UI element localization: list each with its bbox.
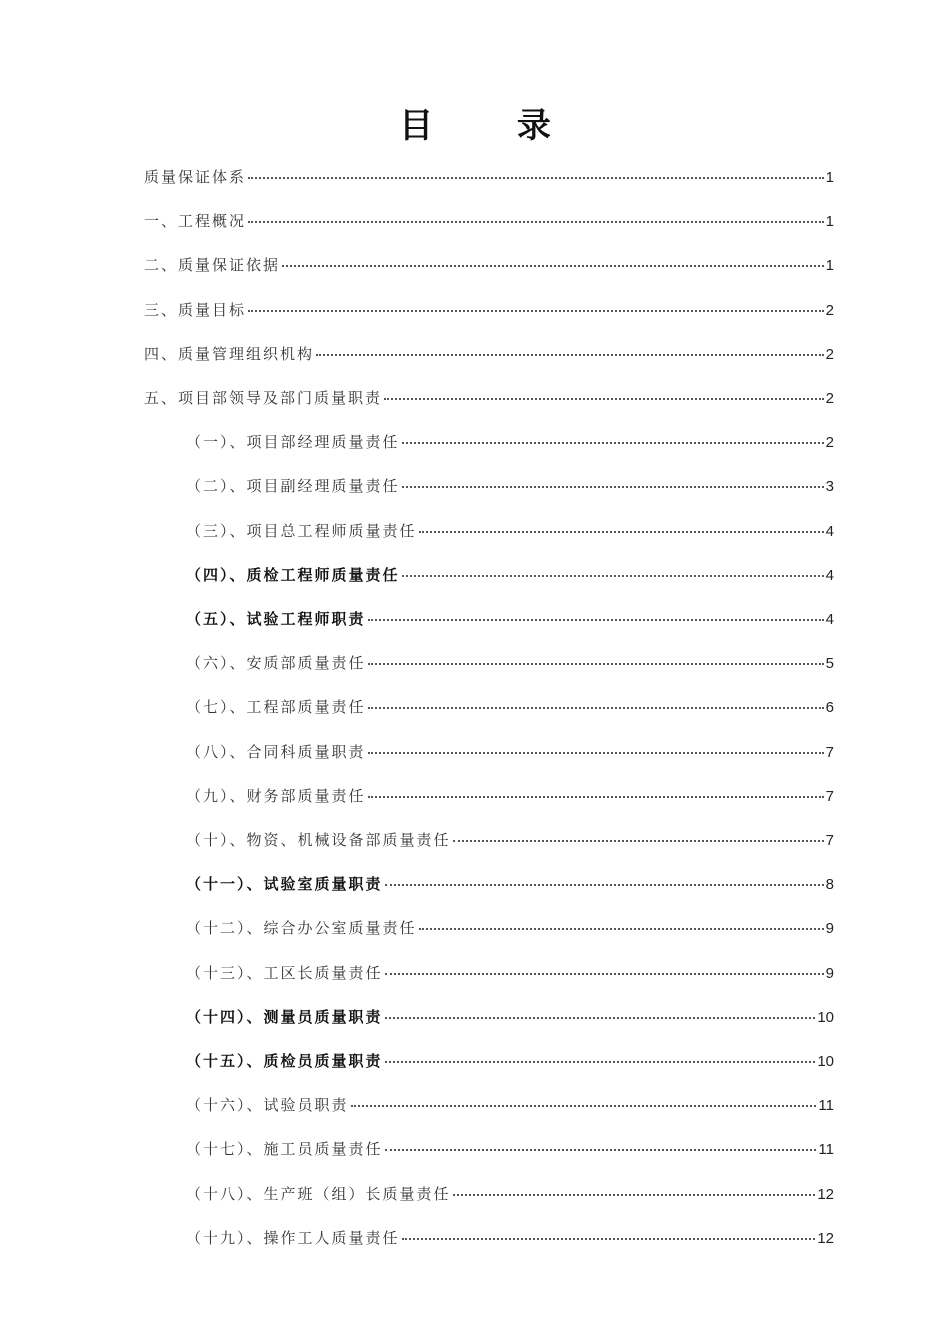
dot-leader bbox=[385, 973, 824, 975]
toc-entry-page-number: 9 bbox=[825, 920, 834, 938]
toc-entry-page-number: 2 bbox=[825, 301, 834, 319]
toc-entry[interactable] bbox=[144, 299, 834, 325]
dot-leader bbox=[385, 1017, 816, 1019]
toc-entry[interactable] bbox=[186, 1227, 834, 1253]
toc-entry-label: （十）、物资、机械设备部质量责任 bbox=[186, 831, 451, 849]
toc-entry-page-number: 8 bbox=[825, 876, 834, 894]
toc-entry-page-number: 2 bbox=[825, 390, 834, 407]
dot-leader bbox=[248, 310, 824, 312]
toc-entry[interactable] bbox=[144, 210, 834, 236]
toc-entry-label: （八）、合同科质量职责 bbox=[186, 742, 366, 761]
dot-leader bbox=[248, 177, 824, 179]
toc-entry[interactable] bbox=[186, 1183, 834, 1209]
toc-entry[interactable] bbox=[186, 917, 834, 943]
toc-entry-label: （四）、质检工程师质量责任 bbox=[186, 565, 400, 584]
toc-entry[interactable] bbox=[186, 741, 834, 767]
toc-entry[interactable] bbox=[186, 475, 834, 501]
toc-entry[interactable] bbox=[186, 1050, 834, 1076]
toc-entry[interactable] bbox=[144, 254, 834, 280]
toc-entry-label: （九）、财务部质量责任 bbox=[186, 786, 366, 805]
toc-entry[interactable] bbox=[144, 343, 834, 369]
toc-entry-label: （三）、项目总工程师质量责任 bbox=[186, 521, 417, 540]
toc-entry[interactable] bbox=[186, 873, 834, 899]
toc-entry[interactable] bbox=[186, 564, 834, 590]
toc-entry-label: 质量保证体系 bbox=[144, 168, 247, 186]
toc-entry-page-number: 12 bbox=[817, 1229, 834, 1247]
toc-entry-page-number: 10 bbox=[817, 1008, 834, 1026]
toc-entry-label: （十二）、综合办公室质量责任 bbox=[186, 919, 417, 938]
toc-entry-label: （五）、试验工程师职责 bbox=[186, 610, 366, 628]
toc-entry-label: 二、质量保证依据 bbox=[144, 256, 281, 275]
toc-entry[interactable] bbox=[186, 652, 834, 678]
dot-leader bbox=[368, 663, 824, 665]
toc-entry-page-number: 11 bbox=[818, 1141, 834, 1159]
toc-entry-page-number: 6 bbox=[825, 699, 834, 717]
toc-entry-page-number: 1 bbox=[825, 257, 834, 275]
dot-leader bbox=[402, 486, 824, 488]
dot-leader bbox=[419, 531, 824, 533]
toc-entry-label: （十一）、试验室质量职责 bbox=[186, 875, 383, 894]
dot-leader bbox=[282, 265, 824, 267]
dot-leader bbox=[419, 928, 824, 930]
toc-entry[interactable] bbox=[186, 785, 834, 811]
toc-entry[interactable] bbox=[186, 962, 834, 988]
toc-entry-label: 四、质量管理组织机构 bbox=[144, 344, 315, 363]
toc-entry-label: 五、项目部领导及部门质量职责 bbox=[144, 389, 383, 407]
toc-entry-label: （十三）、工区长质量责任 bbox=[186, 963, 383, 982]
toc-entry-label: （一）、项目部经理质量责任 bbox=[186, 433, 400, 452]
toc-entry-page-number: 7 bbox=[825, 787, 834, 805]
toc-entry-page-number: 11 bbox=[818, 1097, 834, 1115]
dot-leader bbox=[385, 884, 824, 886]
dot-leader bbox=[351, 1105, 817, 1107]
dot-leader bbox=[453, 840, 824, 842]
toc-entry[interactable] bbox=[186, 829, 834, 855]
toc-entry-label: 三、质量目标 bbox=[144, 300, 247, 319]
toc-entry-page-number: 4 bbox=[825, 522, 834, 540]
toc-entry-page-number: 2 bbox=[825, 434, 834, 452]
dot-leader bbox=[402, 442, 824, 444]
toc-entry-page-number: 4 bbox=[825, 611, 834, 628]
dot-leader bbox=[402, 575, 824, 577]
toc-entry-page-number: 9 bbox=[825, 964, 834, 982]
toc-entry[interactable] bbox=[186, 1094, 834, 1120]
toc-entry[interactable] bbox=[186, 1006, 834, 1032]
toc-entry[interactable] bbox=[186, 520, 834, 546]
toc-entry-label: （十八）、生产班（组）长质量责任 bbox=[186, 1184, 451, 1203]
toc-entry-page-number: 5 bbox=[825, 655, 834, 673]
toc-entry[interactable] bbox=[144, 387, 834, 413]
toc-entry-page-number: 1 bbox=[825, 213, 834, 231]
toc-entry-page-number: 12 bbox=[817, 1185, 834, 1203]
toc-entry-label: （六）、安质部质量责任 bbox=[186, 654, 366, 673]
dot-leader bbox=[248, 221, 824, 223]
toc-entry-label: （十九）、操作工人质量责任 bbox=[186, 1228, 400, 1247]
toc-entry-page-number: 2 bbox=[825, 345, 834, 363]
toc-entry-label: （十七）、施工员质量责任 bbox=[186, 1140, 383, 1159]
toc-entry-page-number: 4 bbox=[825, 566, 834, 584]
toc-entry[interactable] bbox=[144, 166, 834, 192]
dot-leader bbox=[368, 707, 824, 709]
toc-entry[interactable] bbox=[186, 1138, 834, 1164]
toc-entry-label: （十六）、试验员职责 bbox=[186, 1096, 349, 1115]
toc-entry-page-number: 7 bbox=[825, 743, 834, 761]
dot-leader bbox=[368, 796, 824, 798]
dot-leader bbox=[385, 1061, 816, 1063]
dot-leader bbox=[402, 1238, 816, 1240]
toc-entry[interactable] bbox=[186, 431, 834, 457]
toc-entry-page-number: 1 bbox=[825, 169, 834, 186]
dot-leader bbox=[368, 619, 824, 621]
toc-entry-page-number: 3 bbox=[825, 478, 834, 496]
dot-leader bbox=[453, 1194, 816, 1196]
toc-entry-label: （十四）、测量员质量职责 bbox=[186, 1007, 383, 1026]
toc-entry[interactable] bbox=[186, 608, 834, 634]
toc-entry-label: （二）、项目副经理质量责任 bbox=[186, 477, 400, 496]
dot-leader bbox=[368, 752, 824, 754]
toc-entry-page-number: 10 bbox=[817, 1053, 834, 1070]
dot-leader bbox=[316, 354, 824, 356]
page-title: 目 录 bbox=[399, 106, 587, 146]
dot-leader bbox=[385, 1149, 817, 1151]
toc-entry[interactable] bbox=[186, 696, 834, 722]
toc-entry-label: （十五）、质检员质量职责 bbox=[186, 1052, 383, 1070]
dot-leader bbox=[384, 398, 824, 400]
toc-entry-page-number: 7 bbox=[825, 832, 834, 849]
toc-entry-label: （七）、工程部质量责任 bbox=[186, 698, 366, 717]
toc-entry-label: 一、工程概况 bbox=[144, 212, 247, 231]
